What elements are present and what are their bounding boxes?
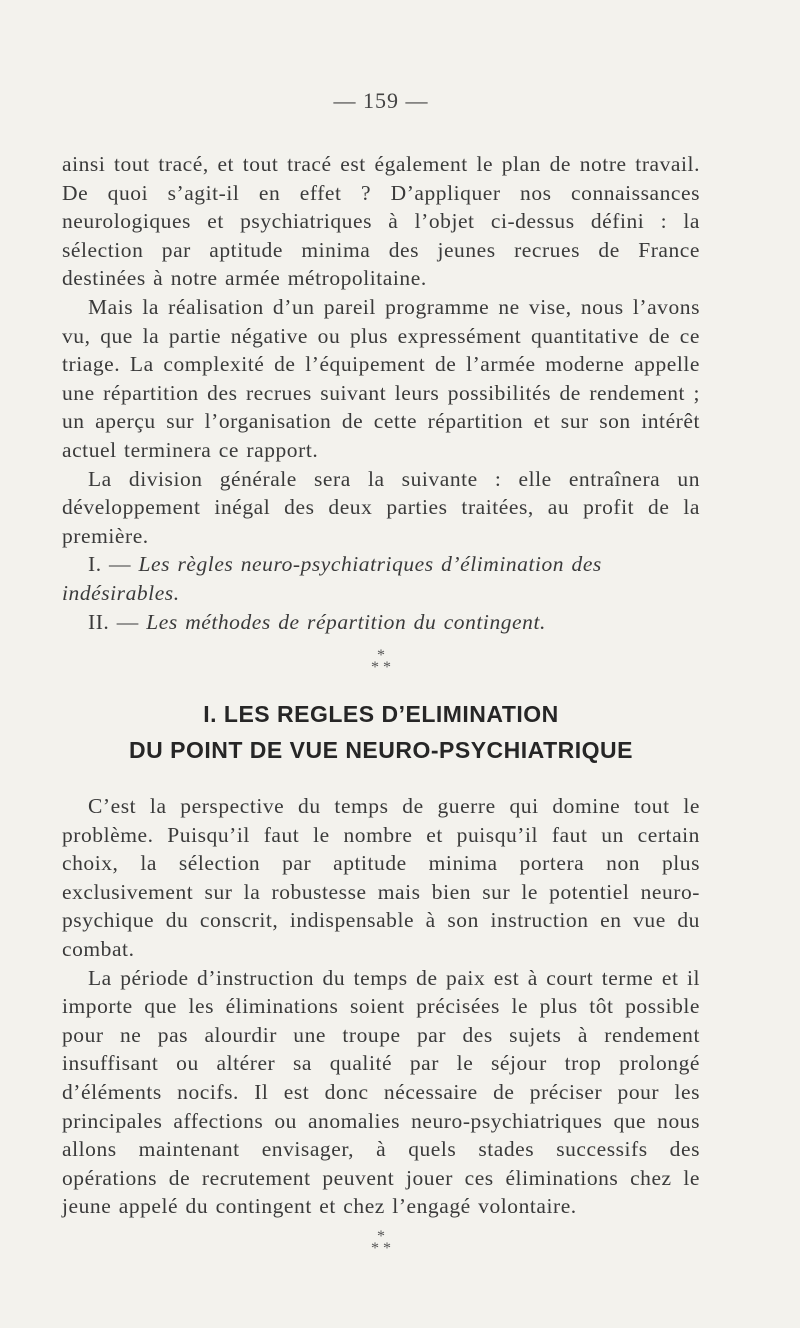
page-number: — 159 —: [333, 88, 429, 113]
asterism-top: *: [377, 647, 385, 665]
book-page: [62, 88, 700, 1277]
asterism-end-bottom: * *: [371, 1240, 391, 1257]
paragraph-1: ainsi tout tracé, et tout tracé est également le plan de notre travail. De quoi s’agit-il en effet ? D’appliquer nos connaissances neurologiques et psychiatriques à l’objet ci-dessus défini : la sélection par aptitude minima des jeunes recrues de France destinées à notre armée métropolitaine.: [62, 152, 700, 291]
asterism-divider: [62, 647, 700, 677]
asterism-bottom: * *: [371, 659, 391, 677]
section-heading: [62, 696, 700, 768]
outline-item-2-number: II. —: [88, 609, 147, 634]
paragraph-4: C’est la perspective du temps de guerre qui domine tout le problème. Puisqu’il faut le nombre et puisqu’il faut un certain choix, la sélection par aptitude minima portera non plus exclusivement sur la robustesse mais bien sur le potentiel neuro-psychique du conscrit, indispensable à son instruction en vue du combat.: [62, 794, 700, 962]
outline-item-1-number: I. —: [88, 552, 139, 577]
section-heading-line-1: I. LES REGLES D’ELIMINATION: [203, 701, 559, 728]
paragraph-2: Mais la réalisation d’un pareil programme ne vise, nous l’avons vu, que la partie négative ou plus expressément quantitative de ce triage. La complexité de l’équipement de l’armée moderne appelle une répartition des recrues suivant leurs possibilités de rendement ; un aperçu sur l’organisation de cette répartition et sur son intérêt actuel terminera ce rapport.: [62, 294, 700, 462]
paragraph-5: La période d’instruction du temps de paix est à court terme et il importe que les éliminations soient précisées le plus tôt possible pour ne pas alourdir une troupe par des sujets à rendement insuffisant ou altérer sa qualité par le séjour trop prolongé d’éléments nocifs. Il est donc nécessaire de préciser pour les principales affections ou anomalies neuro-psychiatriques que nous allons maintenant envisager, à quels stades successifs des opérations de recrutement peuvent jouer ces éliminations chez le jeune appelé du contingent et chez l’engagé volontaire.: [62, 965, 700, 1219]
outline-item-1: [62, 550, 700, 607]
outline-item-2-text: Les méthodes de répartition du contingent.: [146, 609, 546, 634]
outline-item-2: [62, 608, 700, 637]
section-heading-line-2: DU POINT DE VUE NEURO-PSYCHIATRIQUE: [129, 737, 633, 764]
asterism-divider-end: [62, 1228, 700, 1257]
paragraph-3: La division générale sera la suivante : elle entraînera un développement inégal des deux parties traitées, au profit de la première.: [62, 466, 700, 548]
asterism-end-top: *: [377, 1228, 385, 1245]
outline-item-1-text: Les règles neuro-psychiatriques d’élimination des indésirables.: [62, 552, 602, 605]
